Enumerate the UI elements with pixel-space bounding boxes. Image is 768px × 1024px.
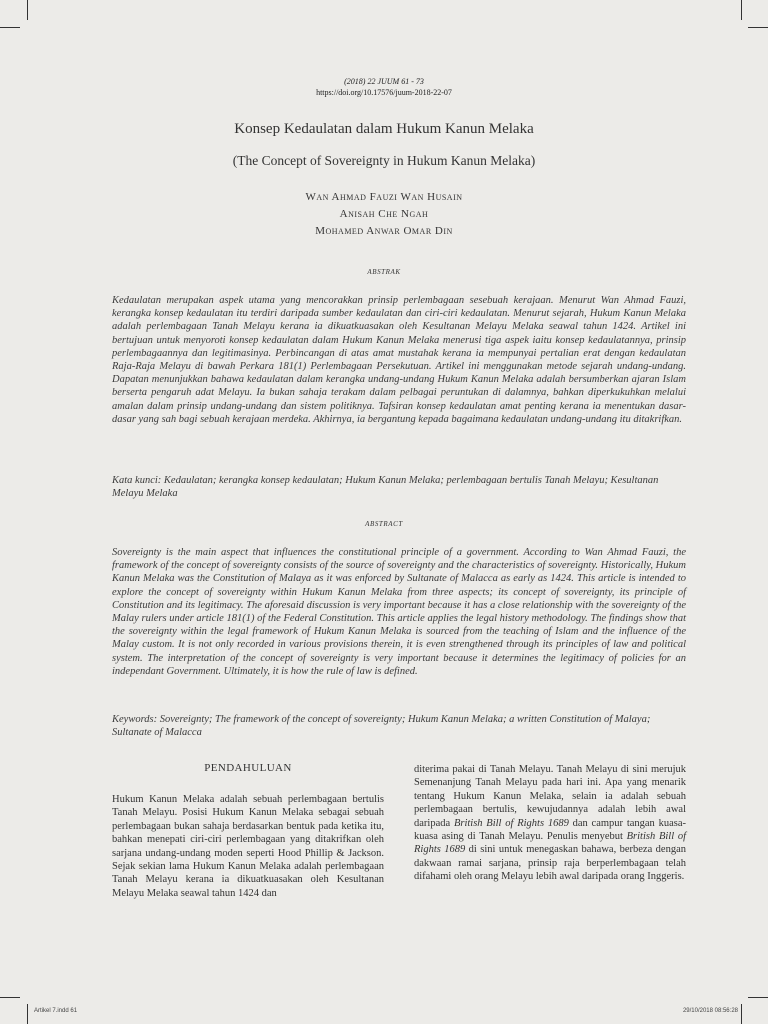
crop-mark — [0, 27, 20, 28]
crop-mark — [0, 997, 20, 998]
crop-mark — [741, 0, 742, 20]
crop-mark — [27, 0, 28, 20]
article-title-english: (The Concept of Sovereignty in Hukum Kanun Melaka) — [232, 153, 536, 168]
article-title: Konsep Kedaulatan dalam Hukum Kanun Melaka — [234, 121, 534, 137]
file-slug: Artikel 7.indd 61 — [34, 1008, 78, 1014]
crop-mark — [748, 27, 768, 28]
citation: (2018) 22 JUUM 61 - 73 — [344, 77, 424, 86]
text-run: dan campur tangan kuasa-kuasa asing di Tanah Melayu. Penulis menyebut — [414, 817, 686, 843]
abstrak-keywords: Kata kunci: Kedaulatan; kerangka konsep kedaulatan; Hukum Kanun Melaka; perlembagaan bertulis Tanah Melayu; Kesultanan Melayu Melaka — [112, 475, 659, 500]
section-heading: PENDAHULUAN — [204, 762, 292, 774]
paragraph — [414, 763, 686, 884]
author: Wan Ahmad Fauzi Wan Husain — [305, 191, 463, 203]
crop-mark — [741, 1004, 742, 1024]
crop-mark — [748, 997, 768, 998]
abstrak-text: Kedaulatan merupakan aspek utama yang mencorakkan prinsip perlembagaan sesebuah kerajaan. Menurut Wan Ahmad Fauzi, kerangka konsep kedaulatan itu terdiri daripada sumber kedaulatan dan ciri-ciri kedaulatan. Menurut sejarah, Hukum Kanun Melaka adalah perlembagaan Tanah Melayu kerana ia dikuatkuasakan oleh Kesultanan Melayu Melaka seawal tahun 1424. Artikel ini bertujuan untuk menyoroti konsep kedaulatan dalam Hukum Kanun Melaka menerusi tiga aspek iaitu konsep kedaulatannya, prinsip perlembagaannya dan legitimasinya. Perbincangan di atas amat mustahak kerana ia mempunyai pertalian erat dengan kedaulatan Raja-Raja Melayu di bawah Perkara 181(1) Perlembagaan Persekutuan. Artikel ini menggunakan metode sejarah undang-undang. Dapatan menunjukkan bahawa kedaulatan dalam kerangka undang-undang Hukum Kanun Melaka adalah bersumberkan ajaran Islam berserta pengaruh adat Melayu. Ia bukan sahaja terakam dalam pelbagai peruntukan di dalamnya, bahkan diperkukuhkan melalui amalan dalam prinsip undang-undang dan sistem politiknya. Tafsiran konsep kedaulatan amat penting kerana ia menentukan dasar-dasar yang sah bagi sebuah kerajaan merdeka. Akhirnya, ia bergantung kepada bagaimana kedaulatan undang-undang itu ditakrifkan. — [112, 295, 686, 425]
paragraph: Hukum Kanun Melaka adalah sebuah perlembagaan bertulis Tanah Melayu. Posisi Hukum Kanun Melaka sebagai sebuah perlembagaan bukan sahaja berdasarkan bentuk pada ketika itu, bahkan menepati ciri-ciri perlembagaan yang ditakrifkan oleh sarjana undang-undang moden seperti Hood Phillip & Jackson. Sejak sekian lama Hukum Kanun Melaka adalah perlembagaan Tanah Melayu kerana ia dikuatkuasakan oleh Kesultanan Melayu Melaka seawal tahun 1424 dan — [112, 794, 384, 899]
italic-term: British Bill of Rights 1689 — [414, 831, 687, 856]
doi-link[interactable]: https://doi.org/10.17576/juum-2018-22-07 — [316, 88, 452, 97]
body-column-left — [112, 793, 384, 900]
body-column-right — [414, 763, 686, 884]
journal-header — [0, 76, 768, 98]
italic-term: British Bill of Rights 1689 — [453, 817, 569, 829]
text-run: di sini untuk menegaskan bahawa, berbeza dengan dakwaan ramai sarjana, prinsip raja berperlembagaan telah difahami oleh orang Melayu lebih awal daripada orang Inggeris. — [414, 844, 686, 883]
crop-mark — [27, 1004, 28, 1024]
author-list — [0, 189, 768, 240]
text-run: diterima pakai di Tanah Melayu. Tanah Melayu di sini merujuk Semenanjung Tanah Melayu pada hari ini. Apa yang menarik tentang Hukum Kanun Melaka, selain ia adalah sebuah perlembagaan bertulis, kewujudannya adalah lebih awal daripada — [414, 764, 686, 829]
abstract-keywords: Keywords: Sovereignty; The framework of the concept of sovereignty; Hukum Kanun Melaka; a written Constitution of Malaya; Sultanate of Malacca — [112, 714, 651, 739]
abstract-heading: ABSTRACT — [365, 520, 403, 528]
author: Anisah Che Ngah — [339, 208, 429, 220]
abstract-text: Sovereignty is the main aspect that influences the constitutional principle of a government. According to Wan Ahmad Fauzi, the framework of the concept of sovereignty consists of the source of sovereignty and the characteristics of sovereignty. Historically, Hukum Kanun Melaka was the Constitution of Malaya as it was enforced by Sultanate of Malacca as early as 1424. This article is intended to explore the concept of sovereignty within Hukum Kanun Melaka from three aspects; its concept of sovereignty, its principle of Constitution and its legitimacy. The aforesaid discussion is very important because it has a close relationship with the sovereignty of the Malay rulers under article 181(1) of the Federal Constitution. This article applies the legal history methodology. The findings show that the sovereignty within the legal framework of Hukum Kanun Melaka is sourced from the teaching of Islam and the influence of the Malay custom. It is not only recorded in various provisions therein, it is even strengthened through its principles of law and political system. The interpretation of the concept of sovereignty is very important because it determines the legitimacy of policies for an independant Government. Ultimately, it is how the rule of law is defined. — [112, 547, 686, 677]
abstrak-heading: ABSTRAK — [367, 268, 401, 276]
author: Mohamed Anwar Omar Din — [315, 225, 453, 237]
print-timestamp: 29/10/2018 08:56:28 — [682, 1008, 738, 1014]
